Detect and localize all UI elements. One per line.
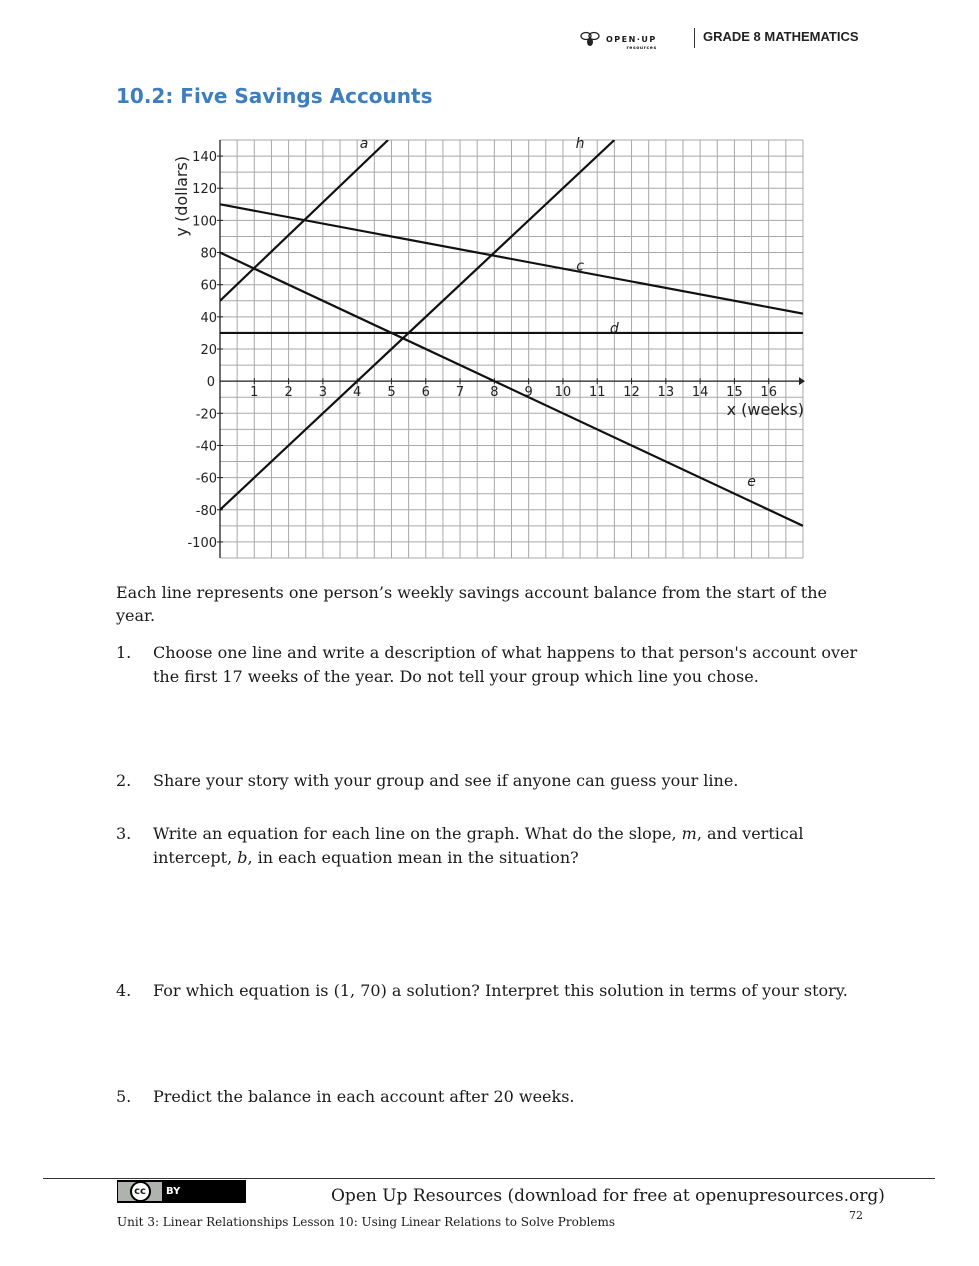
- footer-unit: Unit 3: Linear Relationships Lesson 10: Using Linear Relations to Solve Problems: [117, 1215, 615, 1229]
- x-tick-label: 3: [318, 385, 328, 401]
- x-tick-label: 8: [490, 385, 499, 401]
- y-tick-label: 80: [200, 246, 217, 262]
- origin-label: 0: [206, 375, 215, 391]
- x-tick-label: 6: [421, 385, 430, 401]
- y-tick-label: -80: [195, 503, 217, 519]
- y-tick-label: 120: [192, 182, 217, 198]
- x-tick-label: 9: [524, 385, 533, 401]
- question-number: 2.: [116, 771, 132, 790]
- logo-text: OPEN·UP: [606, 35, 657, 44]
- x-axis-label: x (weeks): [726, 400, 804, 420]
- y-tick-label: -40: [195, 439, 217, 455]
- intro-text: Each line represents one person’s weekly savings account balance from the start of the year.: [116, 583, 827, 625]
- question-text: Write an equation for each line on the graph. What do the slope, m, and vertical intercept, b, in each equation mean in the situation?: [153, 824, 804, 867]
- question-number: 1.: [116, 643, 132, 662]
- y-tick-label: -60: [195, 471, 217, 487]
- question-text: Share your story with your group and see if anyone can guess your line.: [153, 771, 739, 790]
- footer-source: Open Up Resources (download for free at openupresources.org): [331, 1186, 885, 1206]
- x-tick-label: 4: [353, 385, 362, 401]
- question-number: 5.: [116, 1087, 132, 1106]
- footer-divider: [43, 1178, 935, 1179]
- x-tick-label: 10: [554, 385, 572, 401]
- question-text: Choose one line and write a description of what happens to that person's account over the first 17 weeks of the year. Do not tell your group which line you chose.: [153, 643, 858, 686]
- x-tick-label: 13: [657, 385, 675, 401]
- x-tick-label: 2: [284, 385, 293, 401]
- y-tick-label: 40: [200, 310, 217, 326]
- question-text: For which equation is (1, 70) a solution? Interpret this solution in terms of your story.: [153, 981, 848, 1000]
- logo-subtext: resources: [626, 46, 657, 51]
- savings-chart: [160, 130, 820, 570]
- activity-title: 10.2: Five Savings Accounts: [116, 84, 433, 108]
- line-label-d: d: [609, 321, 619, 338]
- slope-variable: m: [681, 824, 697, 843]
- x-tick-label: 7: [455, 385, 465, 401]
- y-tick-label: 100: [192, 214, 217, 230]
- y-tick-label: -20: [195, 407, 217, 423]
- y-tick-label: 20: [200, 343, 217, 358]
- open-up-logo: [580, 28, 690, 50]
- line-label-c: c: [576, 258, 584, 275]
- line-label-a: a: [359, 136, 369, 153]
- page-number: 72: [849, 1209, 863, 1222]
- question-number: 3.: [116, 824, 132, 843]
- x-tick-label: 16: [760, 385, 777, 401]
- line-label-e: e: [747, 473, 756, 490]
- intercept-variable: b: [237, 847, 248, 867]
- line-h: [220, 140, 614, 510]
- question-text: Predict the balance in each account after 20 weeks.: [153, 1087, 575, 1106]
- cc-icon: cc: [130, 1181, 151, 1202]
- y-tick-label: -100: [187, 535, 217, 551]
- x-tick-label: 12: [623, 385, 640, 401]
- x-tick-label: 11: [588, 385, 606, 401]
- x-tick-label: 1: [250, 385, 259, 401]
- bee-icon: [580, 31, 600, 47]
- license-by: BY: [166, 1186, 181, 1197]
- x-tick-label: 5: [387, 385, 396, 401]
- cc-license-badge[interactable]: [117, 1180, 246, 1203]
- x-tick-label: 14: [691, 385, 709, 401]
- x-tick-label: 15: [726, 385, 743, 401]
- grade-label: GRADE 8 MATHEMATICS: [703, 29, 859, 44]
- y-tick-label: 60: [200, 278, 217, 294]
- x-axis-arrow: [799, 377, 805, 385]
- line-label-h: h: [575, 136, 585, 153]
- y-axis-label: y (dollars): [172, 155, 191, 237]
- header-divider: [694, 28, 695, 48]
- y-tick-label: 140: [192, 150, 217, 166]
- question-number: 4.: [116, 981, 132, 1000]
- point-notation: (1, 70): [333, 981, 387, 1000]
